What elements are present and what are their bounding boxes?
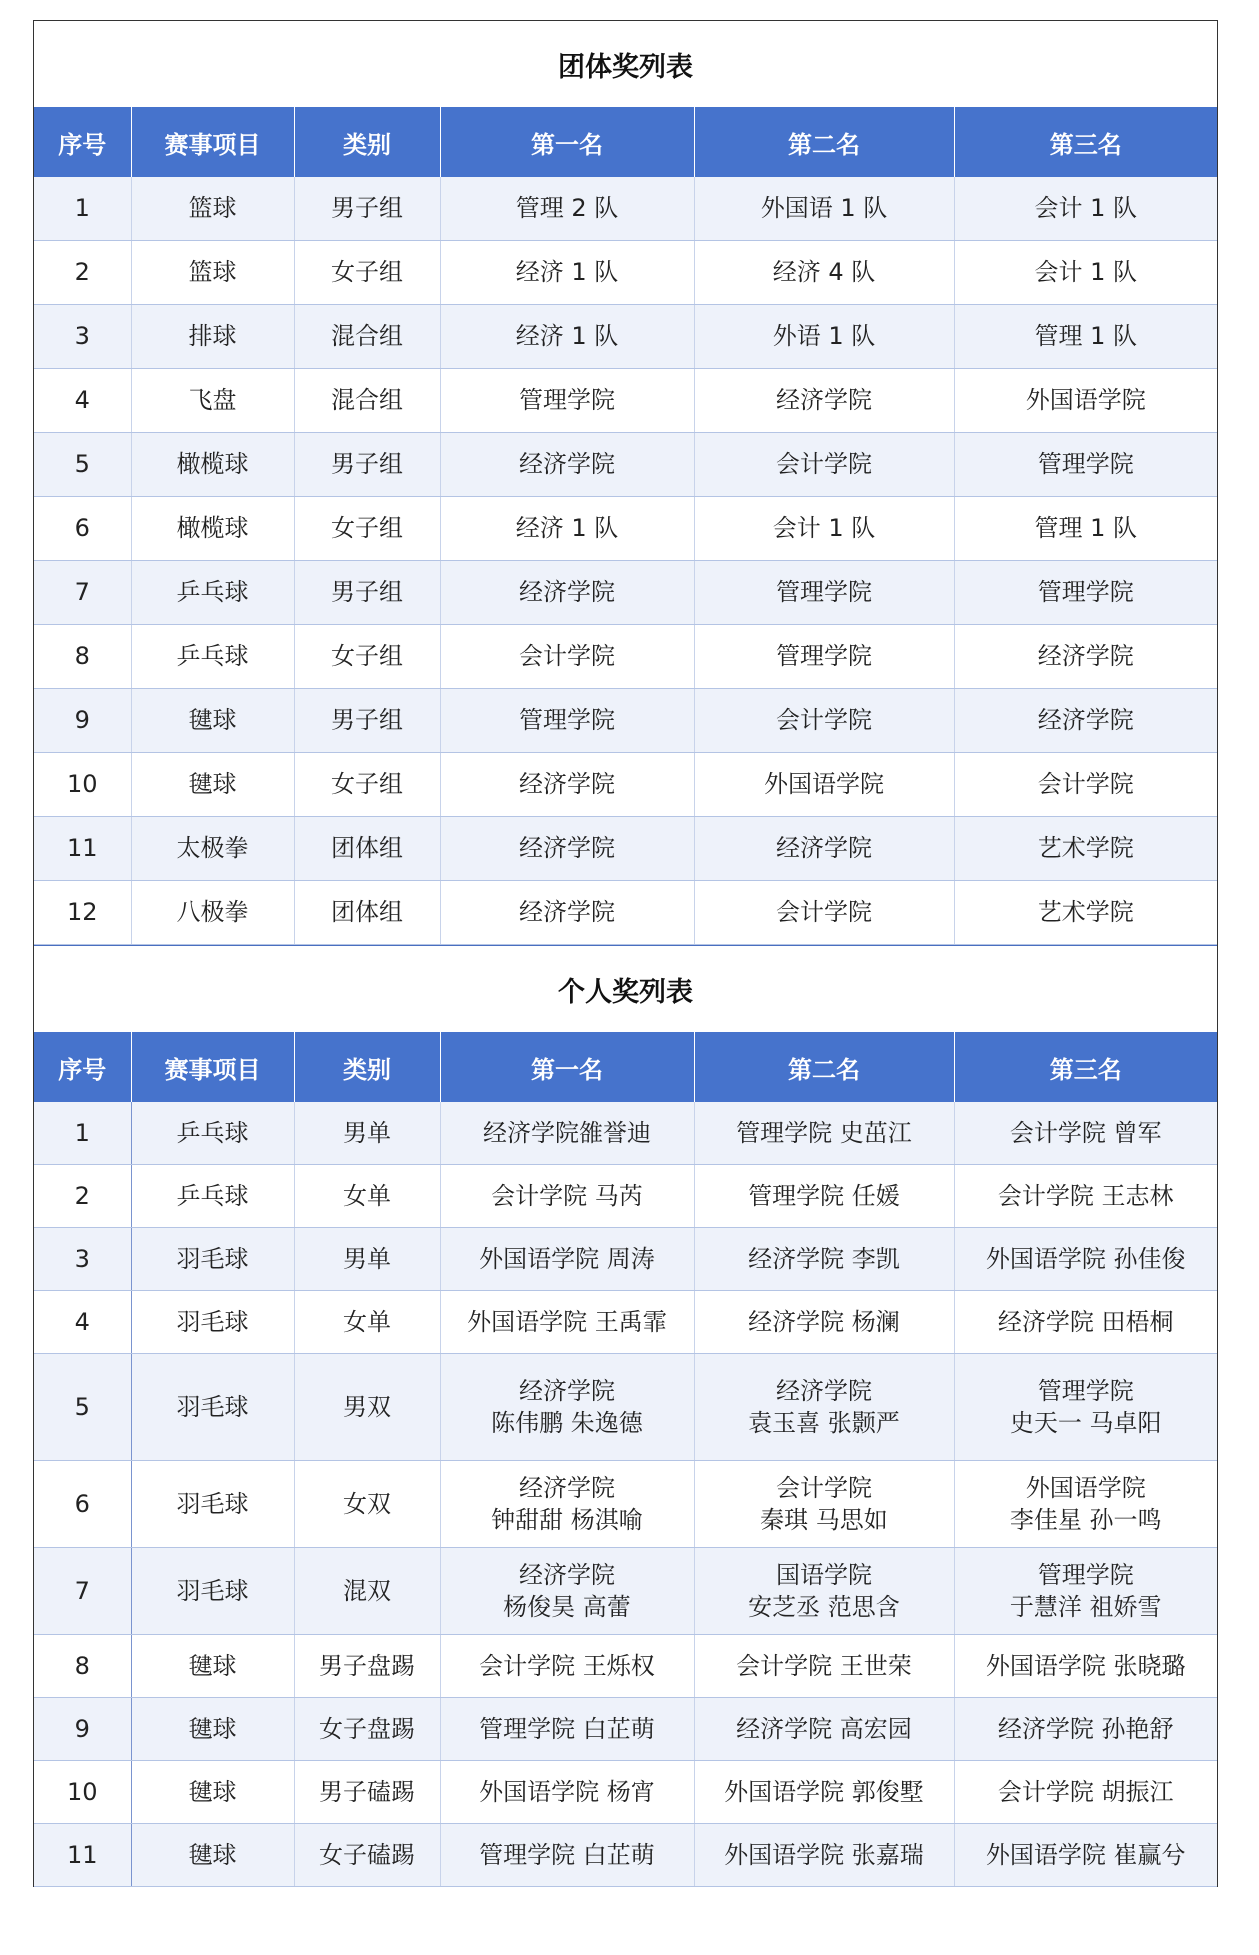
cell-line: 史天一 马卓阳 — [1009, 1409, 1162, 1437]
table-row — [34, 1228, 1217, 1291]
header-category: 类别 — [294, 1032, 440, 1102]
table-row — [34, 561, 1217, 625]
table-row — [34, 881, 1217, 945]
individual-header-row — [34, 1032, 1217, 1102]
cell-first-place: 管理学院 — [440, 689, 694, 753]
cell-index: 3 — [34, 305, 131, 369]
cell-category: 女子组 — [294, 241, 440, 305]
cell-index: 10 — [34, 753, 131, 817]
cell-category: 男单 — [294, 1228, 440, 1291]
cell-event: 乒乓球 — [131, 1102, 294, 1165]
header-second-place: 第二名 — [694, 107, 954, 177]
cell-first-place — [440, 1461, 694, 1548]
cell-index: 6 — [34, 497, 131, 561]
cell-first-place: 经济 1 队 — [440, 241, 694, 305]
cell-event: 毽球 — [131, 1698, 294, 1761]
cell-category: 混合组 — [294, 369, 440, 433]
table-row — [34, 753, 1217, 817]
cell-line: 陈伟鹏 朱逸德 — [491, 1409, 643, 1437]
cell-first-place: 外国语学院 王禹霏 — [440, 1291, 694, 1354]
cell-index: 9 — [34, 1698, 131, 1761]
header-second-place: 第二名 — [694, 1032, 954, 1102]
cell-second-place: 外国语学院 张嘉瑞 — [694, 1824, 954, 1887]
cell-category: 混合组 — [294, 305, 440, 369]
cell-first-place: 经济 1 队 — [440, 305, 694, 369]
cell-category: 团体组 — [294, 817, 440, 881]
cell-line: 经济学院 — [519, 1376, 615, 1405]
cell-event: 橄榄球 — [131, 497, 294, 561]
cell-line: 杨俊昊 高蕾 — [503, 1593, 631, 1621]
cell-second-place — [694, 1548, 954, 1635]
cell-second-place — [694, 1354, 954, 1461]
cell-event: 毽球 — [131, 1635, 294, 1698]
cell-second-place: 外国语 1 队 — [694, 177, 954, 241]
cell-index: 9 — [34, 689, 131, 753]
cell-second-place: 会计学院 — [694, 433, 954, 497]
header-index: 序号 — [34, 1032, 131, 1102]
cell-category: 女子盘踢 — [294, 1698, 440, 1761]
cell-line: 国语学院 — [776, 1560, 872, 1589]
cell-index: 11 — [34, 1824, 131, 1887]
cell-category: 男子磕踢 — [294, 1761, 440, 1824]
cell-first-place: 管理学院 白芷萌 — [440, 1824, 694, 1887]
cell-category: 女单 — [294, 1291, 440, 1354]
cell-first-place: 经济学院 — [440, 561, 694, 625]
cell-event: 飞盘 — [131, 369, 294, 433]
table-row — [34, 433, 1217, 497]
cell-third-place — [954, 1461, 1217, 1548]
cell-second-place: 管理学院 任媛 — [694, 1165, 954, 1228]
cell-second-place: 管理学院 史茁江 — [694, 1102, 954, 1165]
table-row — [34, 817, 1217, 881]
cell-index: 5 — [34, 433, 131, 497]
cell-event: 太极拳 — [131, 817, 294, 881]
cell-first-place: 经济 1 队 — [440, 497, 694, 561]
cell-event: 篮球 — [131, 177, 294, 241]
cell-third-place: 艺术学院 — [954, 817, 1217, 881]
cell-event: 毽球 — [131, 753, 294, 817]
cell-second-place: 经济学院 — [694, 817, 954, 881]
cell-third-place: 会计学院 王志林 — [954, 1165, 1217, 1228]
cell-second-place: 经济学院 李凯 — [694, 1228, 954, 1291]
cell-third-place: 会计学院 胡振江 — [954, 1761, 1217, 1824]
cell-line: 外国语学院 — [1025, 1473, 1146, 1502]
cell-third-place: 外国语学院 张晓璐 — [954, 1635, 1217, 1698]
cell-category: 女子磕踢 — [294, 1824, 440, 1887]
cell-second-place: 经济学院 高宏园 — [694, 1698, 954, 1761]
cell-index: 4 — [34, 369, 131, 433]
table-row — [34, 177, 1217, 241]
cell-second-place: 会计学院 — [694, 689, 954, 753]
cell-third-place: 经济学院 孙艳舒 — [954, 1698, 1217, 1761]
cell-first-place: 管理学院 白芷萌 — [440, 1698, 694, 1761]
cell-index: 8 — [34, 625, 131, 689]
cell-event: 乒乓球 — [131, 625, 294, 689]
cell-category: 男子盘踢 — [294, 1635, 440, 1698]
cell-first-place: 经济学院 — [440, 433, 694, 497]
header-event: 赛事项目 — [131, 107, 294, 177]
table-row — [34, 369, 1217, 433]
team-award-table — [34, 107, 1217, 945]
individual-table-title: 个人奖列表 — [34, 945, 1217, 1032]
cell-first-place: 会计学院 马芮 — [440, 1165, 694, 1228]
cell-second-place: 外语 1 队 — [694, 305, 954, 369]
cell-line: 管理学院 — [1037, 1560, 1134, 1589]
cell-line: 秦琪 马思如 — [760, 1506, 888, 1534]
cell-event: 毽球 — [131, 1761, 294, 1824]
cell-first-place: 会计学院 — [440, 625, 694, 689]
header-event: 赛事项目 — [131, 1032, 294, 1102]
cell-index: 7 — [34, 561, 131, 625]
cell-first-place: 管理 2 队 — [440, 177, 694, 241]
cell-second-place: 管理学院 — [694, 561, 954, 625]
cell-category: 男单 — [294, 1102, 440, 1165]
cell-second-place: 经济 4 队 — [694, 241, 954, 305]
cell-line: 于慧洋 祖娇雪 — [1009, 1593, 1162, 1621]
table-row — [34, 1548, 1217, 1635]
cell-second-place — [694, 1461, 954, 1548]
cell-third-place: 管理 1 队 — [954, 305, 1217, 369]
header-third-place: 第三名 — [954, 1032, 1217, 1102]
cell-category: 团体组 — [294, 881, 440, 945]
individual-award-table — [34, 1032, 1217, 1887]
cell-category: 女子组 — [294, 753, 440, 817]
cell-third-place: 会计 1 队 — [954, 241, 1217, 305]
cell-third-place: 经济学院 — [954, 625, 1217, 689]
table-row — [34, 1291, 1217, 1354]
cell-category: 男子组 — [294, 689, 440, 753]
cell-first-place: 外国语学院 杨宵 — [440, 1761, 694, 1824]
cell-line: 经济学院 — [776, 1376, 872, 1405]
header-first-place: 第一名 — [440, 107, 694, 177]
table-row — [34, 1461, 1217, 1548]
header-first-place: 第一名 — [440, 1032, 694, 1102]
table-row — [34, 689, 1217, 753]
cell-first-place: 经济学院 — [440, 817, 694, 881]
table-row — [34, 1102, 1217, 1165]
table-row — [34, 1354, 1217, 1461]
cell-third-place: 管理学院 — [954, 561, 1217, 625]
cell-second-place: 会计学院 — [694, 881, 954, 945]
cell-category: 女单 — [294, 1165, 440, 1228]
cell-category: 男子组 — [294, 561, 440, 625]
cell-second-place: 经济学院 杨澜 — [694, 1291, 954, 1354]
cell-line: 安芝丞 范思含 — [748, 1593, 900, 1621]
cell-event: 橄榄球 — [131, 433, 294, 497]
cell-second-place: 经济学院 — [694, 369, 954, 433]
table-row — [34, 1165, 1217, 1228]
header-category: 类别 — [294, 107, 440, 177]
cell-category: 男子组 — [294, 177, 440, 241]
cell-line: 会计学院 — [776, 1473, 872, 1502]
table-row — [34, 625, 1217, 689]
cell-first-place: 经济学院雒誉迪 — [440, 1102, 694, 1165]
cell-category: 女双 — [294, 1461, 440, 1548]
cell-index: 4 — [34, 1291, 131, 1354]
cell-event: 乒乓球 — [131, 1165, 294, 1228]
cell-index: 5 — [34, 1354, 131, 1461]
cell-third-place: 外国语学院 崔赢兮 — [954, 1824, 1217, 1887]
cell-second-place: 会计 1 队 — [694, 497, 954, 561]
cell-third-place: 外国语学院 孙佳俊 — [954, 1228, 1217, 1291]
table-row — [34, 497, 1217, 561]
cell-event: 排球 — [131, 305, 294, 369]
cell-event: 八极拳 — [131, 881, 294, 945]
cell-third-place: 经济学院 田梧桐 — [954, 1291, 1217, 1354]
cell-index: 2 — [34, 1165, 131, 1228]
cell-index: 2 — [34, 241, 131, 305]
cell-event: 毽球 — [131, 1824, 294, 1887]
cell-third-place: 经济学院 — [954, 689, 1217, 753]
cell-first-place — [440, 1354, 694, 1461]
cell-event: 羽毛球 — [131, 1461, 294, 1548]
table-row — [34, 241, 1217, 305]
cell-line: 李佳星 孙一鸣 — [1009, 1506, 1162, 1534]
cell-line: 管理学院 — [1037, 1376, 1134, 1405]
cell-category: 女子组 — [294, 497, 440, 561]
cell-index: 1 — [34, 177, 131, 241]
header-third-place: 第三名 — [954, 107, 1217, 177]
cell-third-place: 管理学院 — [954, 433, 1217, 497]
cell-index: 12 — [34, 881, 131, 945]
cell-event: 毽球 — [131, 689, 294, 753]
cell-category: 女子组 — [294, 625, 440, 689]
cell-index: 7 — [34, 1548, 131, 1635]
cell-event: 羽毛球 — [131, 1354, 294, 1461]
cell-index: 8 — [34, 1635, 131, 1698]
cell-third-place: 会计 1 队 — [954, 177, 1217, 241]
cell-line: 袁玉喜 张颢严 — [748, 1409, 900, 1437]
cell-event: 羽毛球 — [131, 1291, 294, 1354]
cell-first-place: 会计学院 王烁权 — [440, 1635, 694, 1698]
cell-event: 乒乓球 — [131, 561, 294, 625]
cell-third-place: 会计学院 曾军 — [954, 1102, 1217, 1165]
cell-category: 男子组 — [294, 433, 440, 497]
cell-line: 钟甜甜 杨淇喻 — [491, 1506, 643, 1534]
cell-third-place: 艺术学院 — [954, 881, 1217, 945]
cell-first-place: 经济学院 — [440, 881, 694, 945]
table-row — [34, 1698, 1217, 1761]
team-table-title: 团体奖列表 — [34, 20, 1217, 107]
cell-first-place — [440, 1548, 694, 1635]
cell-line: 经济学院 — [519, 1560, 615, 1589]
cell-first-place: 经济学院 — [440, 753, 694, 817]
cell-index: 6 — [34, 1461, 131, 1548]
cell-index: 10 — [34, 1761, 131, 1824]
header-index: 序号 — [34, 107, 131, 177]
cell-second-place: 外国语学院 — [694, 753, 954, 817]
cell-event: 篮球 — [131, 241, 294, 305]
cell-third-place: 外国语学院 — [954, 369, 1217, 433]
award-sheet — [33, 20, 1218, 1887]
cell-index: 3 — [34, 1228, 131, 1291]
cell-second-place: 管理学院 — [694, 625, 954, 689]
table-row — [34, 1824, 1217, 1887]
cell-category: 男双 — [294, 1354, 440, 1461]
cell-first-place: 外国语学院 周涛 — [440, 1228, 694, 1291]
cell-index: 1 — [34, 1102, 131, 1165]
cell-third-place — [954, 1354, 1217, 1461]
cell-third-place: 管理 1 队 — [954, 497, 1217, 561]
cell-category: 混双 — [294, 1548, 440, 1635]
cell-second-place: 会计学院 王世荣 — [694, 1635, 954, 1698]
cell-third-place: 会计学院 — [954, 753, 1217, 817]
cell-third-place — [954, 1548, 1217, 1635]
cell-second-place: 外国语学院 郭俊墅 — [694, 1761, 954, 1824]
cell-event: 羽毛球 — [131, 1228, 294, 1291]
cell-event: 羽毛球 — [131, 1548, 294, 1635]
team-header-row — [34, 107, 1217, 177]
cell-first-place: 管理学院 — [440, 369, 694, 433]
cell-index: 11 — [34, 817, 131, 881]
table-row — [34, 1635, 1217, 1698]
table-row — [34, 305, 1217, 369]
cell-line: 经济学院 — [519, 1473, 615, 1502]
table-row — [34, 1761, 1217, 1824]
